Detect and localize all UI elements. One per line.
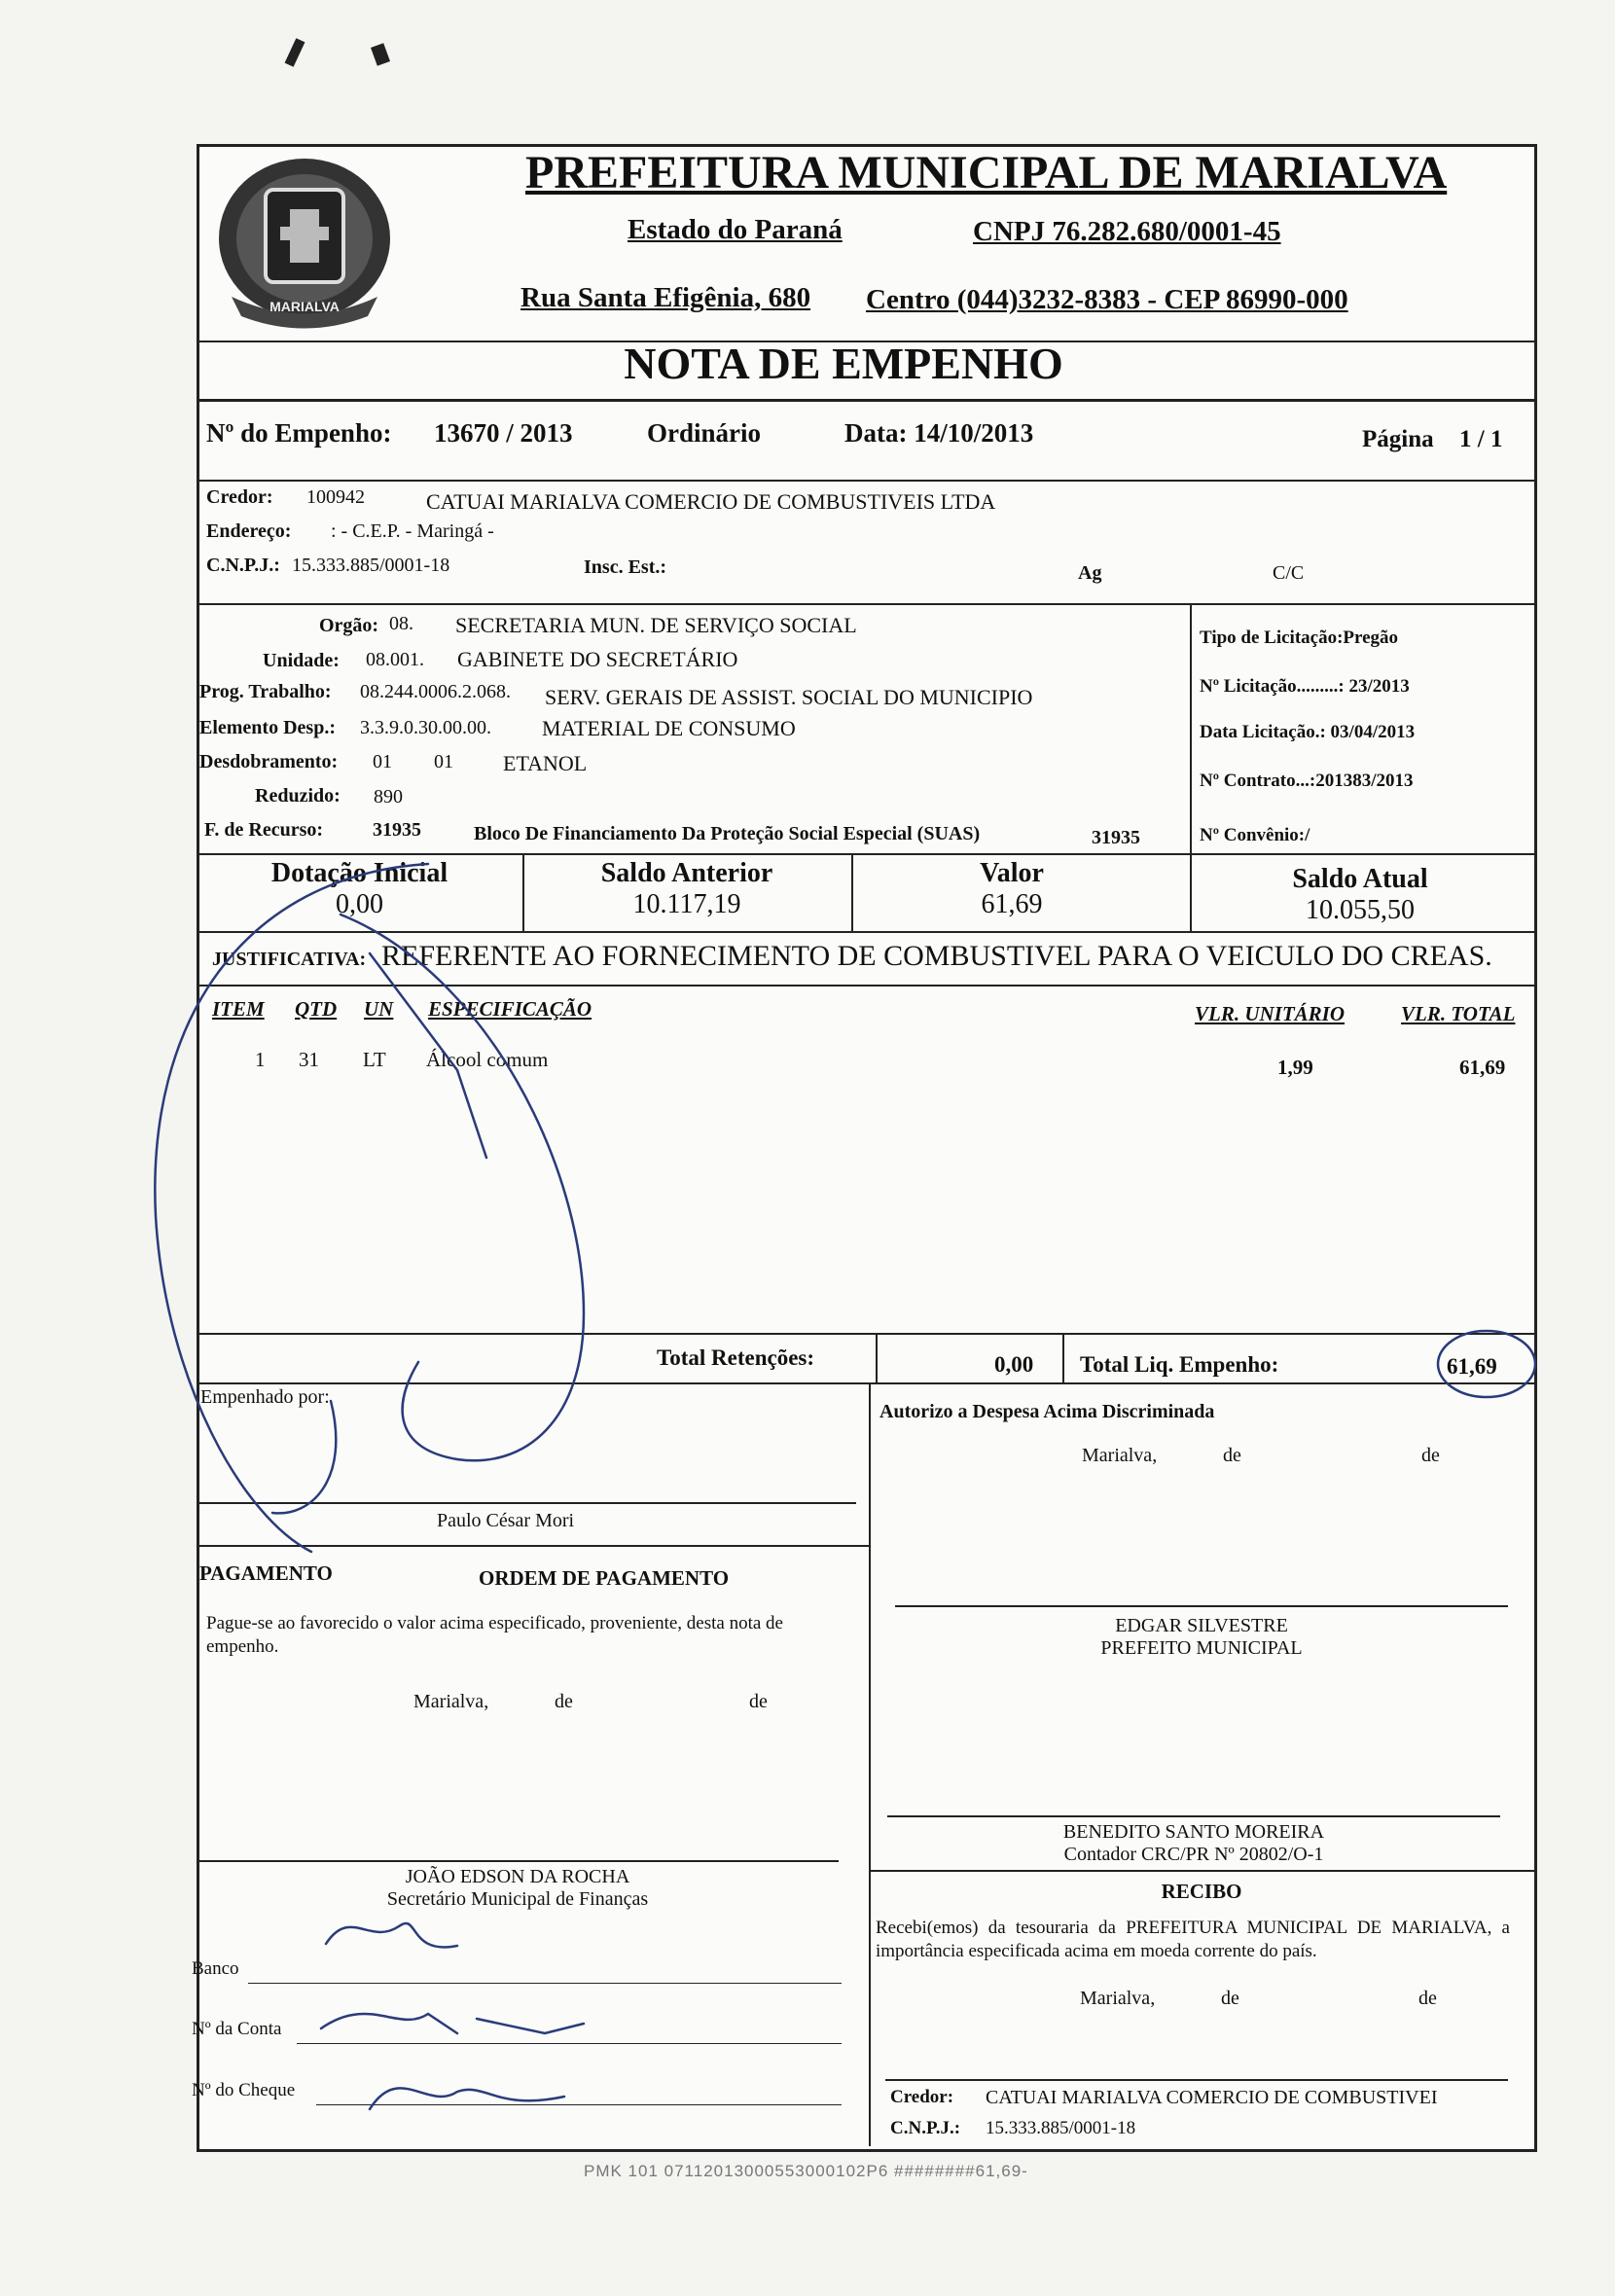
recibo-cnpj-label: C.N.P.J.:: [890, 2118, 961, 2138]
contador-name: BENEDITO SANTO MOREIRA: [1062, 1821, 1325, 1843]
reduzido-label: Reduzido:: [255, 785, 341, 807]
desdobramento-b: 01: [434, 751, 453, 772]
page-label: Página: [1362, 426, 1434, 452]
recibo-credor-label: Credor:: [890, 2087, 954, 2107]
th-item: ITEM: [212, 997, 265, 1021]
dotacao-value: 0,00: [336, 889, 383, 919]
ordem-pagamento-label: ORDEM DE PAGAMENTO: [479, 1566, 730, 1590]
recibo-de-2: de: [1418, 1988, 1437, 2009]
document-title: NOTA DE EMPENHO: [624, 339, 1063, 388]
cell-qtd: 31: [299, 1048, 319, 1071]
page-number: 1 / 1: [1459, 426, 1503, 452]
cell-un: LT: [363, 1048, 386, 1071]
conta-handwriting: [321, 2014, 584, 2033]
recurso-code: 31935: [373, 819, 421, 841]
address-value: : - C.E.P. - Maringá -: [331, 520, 494, 542]
pen-loop: [341, 915, 584, 1460]
pen-stroke: [370, 953, 486, 1158]
pagamento-de-1: de: [555, 1691, 573, 1712]
atual-value: 10.055,50: [1306, 895, 1415, 925]
banco-signature: [326, 1923, 457, 1948]
unidade-code: 08.001.: [366, 649, 424, 670]
orgao-name: SECRETARIA MUN. DE SERVIÇO SOCIAL: [455, 613, 857, 637]
anterior-value: 10.117,19: [632, 889, 741, 919]
address-label: Endereço:: [206, 520, 292, 542]
insc-label: Insc. Est.:: [584, 556, 667, 578]
empenho-date: Data: 14/10/2013: [844, 418, 1034, 448]
credor-code: 100942: [306, 486, 365, 508]
atual-label: Saldo Atual: [1292, 864, 1428, 894]
orgao-code: 08.: [389, 613, 413, 634]
desdobramento-label: Desdobramento:: [199, 751, 339, 772]
autorizo-place: Marialva,: [1082, 1445, 1158, 1466]
secretario-role: Secretário Municipal de Finanças: [386, 1888, 649, 1910]
pague-text: Pague-se ao favorecido o valor acima especificado, proveniente, desta nota de empenho.: [206, 1613, 783, 1657]
dotacao-label: Dotação Inicial: [270, 858, 449, 888]
th-vlr-unitario: VLR. UNITÁRIO: [1195, 1002, 1346, 1025]
recurso-name: Bloco De Financiamento Da Proteção Social Especial (SUAS): [474, 823, 981, 844]
th-un: UN: [364, 997, 394, 1021]
recurso-code-2: 31935: [1092, 827, 1140, 848]
pagamento-place: Marialva,: [413, 1691, 489, 1712]
pen-circle-total: [1438, 1331, 1535, 1397]
cell-vlr-total: 61,69: [1459, 1056, 1506, 1079]
reduzido-value: 890: [374, 786, 403, 807]
cheque-label: Nº do Cheque: [192, 2080, 296, 2100]
elemento-name: MATERIAL DE CONSUMO: [542, 716, 796, 740]
anterior-label: Saldo Anterior: [600, 858, 773, 888]
seal-text: MARIALVA: [269, 299, 340, 314]
cheque-signature: [370, 2088, 564, 2109]
pagamento-label: PAGAMENTO: [199, 1561, 333, 1585]
pen-hook: [272, 1401, 336, 1513]
cell-vlr-unitario: 1,99: [1277, 1056, 1313, 1079]
numero-convenio: Nº Convênio:/: [1200, 825, 1310, 845]
tipo-licitacao: Tipo de Licitação:Pregão: [1200, 628, 1399, 648]
empenhado-name: Paulo César Mori: [437, 1510, 575, 1531]
cc-label: C/C: [1273, 562, 1305, 584]
recibo-text: Recebi(emos) da tesouraria da PREFEITURA MUNICIPAL DE MARIALVA, a importância especificada acima em moeda corrente do país.: [876, 1918, 1510, 1961]
th-vlr-total: VLR. TOTAL: [1401, 1002, 1516, 1025]
pagamento-de-2: de: [749, 1691, 768, 1712]
orgao-label: Orgão:: [319, 615, 379, 636]
desdobramento-name: ETANOL: [503, 751, 588, 775]
prog-label: Prog. Trabalho:: [199, 681, 332, 702]
empenhado-label: Empenhado por:: [200, 1386, 330, 1408]
ag-label: Ag: [1078, 562, 1102, 584]
unidade-name: GABINETE DO SECRETÁRIO: [457, 647, 738, 671]
liquido-label: Total Liq. Empenho:: [1080, 1352, 1279, 1377]
prog-name: SERV. GERAIS DE ASSIST. SOCIAL DO MUNICIPIO: [545, 685, 1033, 709]
empenho-number: 13670 / 2013: [434, 418, 573, 448]
th-especificacao: ESPECIFICAÇÃO: [428, 997, 592, 1021]
cnpj-label: C.N.P.J.:: [206, 555, 280, 576]
footer-code: PMK 101 07112013000553000102P6 ########61,69-: [584, 2162, 1028, 2180]
secretario-name: JOÃO EDSON DA ROCHA: [405, 1866, 630, 1887]
autorizo-label: Autorizo a Despesa Acima Discriminada: [879, 1401, 1215, 1422]
data-licitacao: Data Licitação.: 03/04/2013: [1200, 722, 1416, 742]
recibo-title: RECIBO: [1161, 1880, 1242, 1903]
credor-label: Credor:: [206, 486, 273, 508]
recibo-cnpj: 15.333.885/0001-18: [986, 2118, 1136, 2138]
contador-role: Contador CRC/PR Nº 20802/O-1: [1063, 1844, 1324, 1865]
liquido-value: 61,69: [1447, 1354, 1497, 1379]
prog-code: 08.244.0006.2.068.: [360, 681, 511, 702]
pen-arc-left: [155, 864, 428, 1552]
autorizo-de-1: de: [1223, 1445, 1241, 1466]
recibo-place: Marialva,: [1080, 1988, 1156, 2009]
numero-contrato: Nº Contrato...:201383/2013: [1200, 771, 1414, 791]
cnpj-header: CNPJ 76.282.680/0001-45: [973, 216, 1281, 247]
prefeito-role: PREFEITO MUNICIPAL: [1100, 1637, 1303, 1659]
retencoes-label: Total Retenções:: [657, 1345, 815, 1370]
credor-cnpj: 15.333.885/0001-18: [292, 555, 450, 576]
th-qtd: QTD: [295, 997, 338, 1021]
elemento-label: Elemento Desp.:: [199, 717, 336, 738]
banco-label: Banco: [192, 1958, 239, 1979]
cell-especificacao: Álcool comum: [426, 1048, 549, 1071]
recurso-label: F. de Recurso:: [204, 819, 324, 841]
autorizo-de-2: de: [1421, 1445, 1440, 1466]
credor-name: CATUAI MARIALVA COMERCIO DE COMBUSTIVEIS LTDA: [426, 489, 996, 514]
prefeito-name: EDGAR SILVESTRE: [1115, 1615, 1288, 1636]
justificativa-text: REFERENTE AO FORNECIMENTO DE COMBUSTIVEL PARA O VEICULO DO CREAS.: [381, 940, 1492, 972]
valor-label: Valor: [980, 858, 1044, 888]
valor-value: 61,69: [981, 889, 1043, 919]
retencoes-value: 0,00: [994, 1352, 1034, 1377]
conta-label: Nº da Conta: [192, 2019, 282, 2039]
empenho-type: Ordinário: [647, 418, 762, 448]
street-label: Rua Santa Efigênia, 680: [520, 282, 811, 313]
recibo-credor-name: CATUAI MARIALVA COMERCIO DE COMBUSTIVEI: [986, 2087, 1438, 2108]
desdobramento-a: 01: [373, 751, 392, 772]
justificativa-label: JUSTIFICATIVA:: [212, 949, 367, 970]
recibo-de-1: de: [1221, 1988, 1239, 2009]
state-label: Estado do Paraná: [628, 214, 843, 245]
district-phone: Centro (044)3232-8383 - CEP 86990-000: [866, 284, 1348, 315]
cell-item: 1: [255, 1048, 266, 1071]
unidade-label: Unidade:: [263, 650, 340, 671]
elemento-code: 3.3.9.0.30.00.00.: [360, 717, 491, 738]
empenho-label: Nº do Empenho:: [206, 418, 392, 448]
numero-licitacao: Nº Licitação.........: 23/2013: [1200, 676, 1410, 697]
municipality-title: PREFEITURA MUNICIPAL DE MARIALVA: [525, 147, 1448, 198]
